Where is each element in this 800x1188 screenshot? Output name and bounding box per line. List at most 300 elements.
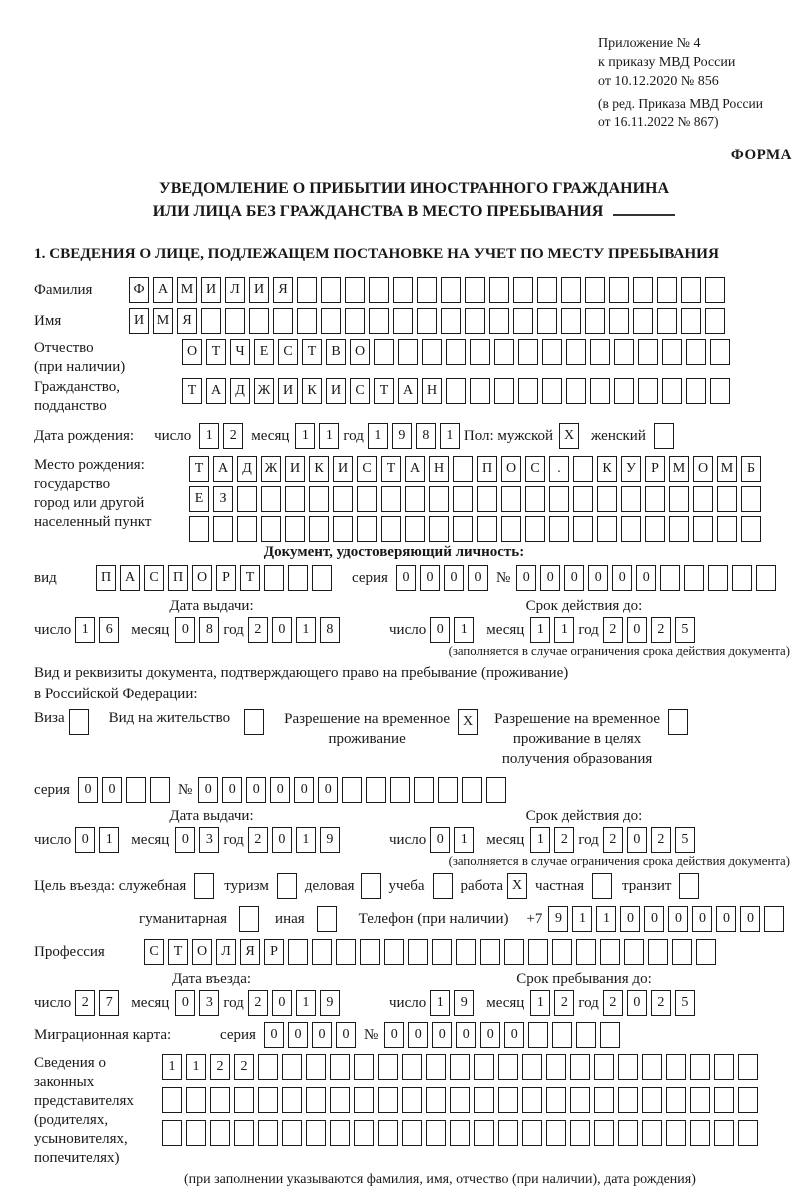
form-cell[interactable]: Т [182, 378, 202, 404]
form-cell[interactable] [590, 339, 610, 365]
form-cell[interactable] [537, 277, 557, 303]
form-cell[interactable]: Ч [230, 339, 250, 365]
form-cell[interactable] [244, 709, 264, 735]
form-cell[interactable] [705, 277, 725, 303]
form-cell[interactable]: 0 [336, 1022, 356, 1048]
form-cell[interactable]: 1 [440, 423, 460, 449]
form-cell[interactable]: 5 [675, 827, 695, 853]
form-cell[interactable] [666, 1087, 686, 1113]
form-cell[interactable] [618, 1054, 638, 1080]
form-cell[interactable] [657, 277, 677, 303]
form-cell[interactable]: 0 [644, 906, 664, 932]
form-cell[interactable]: М [153, 308, 173, 334]
form-cell[interactable]: 0 [175, 617, 195, 643]
form-cell[interactable] [552, 1022, 572, 1048]
form-cell[interactable]: 0 [270, 777, 290, 803]
form-cell[interactable] [408, 939, 428, 965]
form-cell[interactable] [261, 516, 281, 542]
form-cell[interactable]: А [398, 378, 418, 404]
form-cell[interactable] [282, 1054, 302, 1080]
form-cell[interactable]: К [302, 378, 322, 404]
form-cell[interactable]: 2 [210, 1054, 230, 1080]
form-cell[interactable] [162, 1120, 182, 1146]
form-cell[interactable]: 0 [516, 565, 536, 591]
form-cell[interactable] [390, 777, 410, 803]
form-cell[interactable]: И [326, 378, 346, 404]
form-cell[interactable] [378, 1120, 398, 1146]
form-cell[interactable]: С [525, 456, 545, 482]
form-cell[interactable] [645, 486, 665, 512]
form-cell[interactable] [186, 1120, 206, 1146]
form-cell[interactable]: 2 [603, 990, 623, 1016]
form-cell[interactable]: 8 [320, 617, 340, 643]
form-cell[interactable] [69, 709, 89, 735]
form-cell[interactable]: 2 [603, 827, 623, 853]
form-cell[interactable] [345, 308, 365, 334]
form-cell[interactable]: 1 [199, 423, 219, 449]
form-cell[interactable]: 1 [295, 423, 315, 449]
form-cell[interactable]: 0 [480, 1022, 500, 1048]
form-cell[interactable]: 1 [530, 990, 550, 1016]
form-cell[interactable] [657, 308, 677, 334]
form-cell[interactable]: 0 [175, 827, 195, 853]
form-cell[interactable] [714, 1054, 734, 1080]
form-cell[interactable] [210, 1120, 230, 1146]
form-cell[interactable] [618, 1120, 638, 1146]
form-cell[interactable] [549, 516, 569, 542]
form-cell[interactable] [285, 486, 305, 512]
form-cell[interactable]: С [350, 378, 370, 404]
form-cell[interactable] [194, 873, 214, 899]
form-cell[interactable] [714, 1120, 734, 1146]
form-cell[interactable]: 1 [296, 617, 316, 643]
form-cell[interactable] [672, 939, 692, 965]
form-cell[interactable] [681, 277, 701, 303]
form-cell[interactable]: 1 [572, 906, 592, 932]
form-cell[interactable]: К [597, 456, 617, 482]
form-cell[interactable]: 0 [627, 990, 647, 1016]
form-cell[interactable] [570, 1120, 590, 1146]
form-cell[interactable] [561, 277, 581, 303]
form-cell[interactable] [369, 308, 389, 334]
form-cell[interactable] [477, 516, 497, 542]
form-cell[interactable] [738, 1120, 758, 1146]
form-cell[interactable] [441, 277, 461, 303]
form-cell[interactable]: Т [168, 939, 188, 965]
form-cell[interactable]: Н [429, 456, 449, 482]
form-cell[interactable]: Л [225, 277, 245, 303]
form-cell[interactable] [666, 1054, 686, 1080]
form-cell[interactable] [453, 486, 473, 512]
form-cell[interactable]: Ж [261, 456, 281, 482]
form-cell[interactable] [660, 565, 680, 591]
form-cell[interactable]: 1 [454, 827, 474, 853]
form-cell[interactable] [239, 906, 259, 932]
form-cell[interactable] [354, 1087, 374, 1113]
form-cell[interactable] [600, 1022, 620, 1048]
form-cell[interactable]: Я [240, 939, 260, 965]
form-cell[interactable]: 0 [198, 777, 218, 803]
form-cell[interactable] [186, 1087, 206, 1113]
form-cell[interactable]: В [326, 339, 346, 365]
form-cell[interactable] [522, 1120, 542, 1146]
form-cell[interactable] [446, 378, 466, 404]
form-cell[interactable] [498, 1054, 518, 1080]
form-cell[interactable] [741, 516, 761, 542]
form-cell[interactable] [717, 516, 737, 542]
form-cell[interactable]: 1 [530, 617, 550, 643]
form-cell[interactable]: 1 [162, 1054, 182, 1080]
form-cell[interactable]: 1 [368, 423, 388, 449]
form-cell[interactable] [321, 308, 341, 334]
form-cell[interactable] [570, 1054, 590, 1080]
form-cell[interactable] [330, 1120, 350, 1146]
form-cell[interactable] [450, 1087, 470, 1113]
form-cell[interactable]: 2 [603, 617, 623, 643]
form-cell[interactable]: 9 [392, 423, 412, 449]
form-cell[interactable] [234, 1087, 254, 1113]
form-cell[interactable] [312, 939, 332, 965]
form-cell[interactable] [450, 1054, 470, 1080]
form-cell[interactable] [360, 939, 380, 965]
form-cell[interactable]: 0 [692, 906, 712, 932]
form-cell[interactable]: . [549, 456, 569, 482]
form-cell[interactable]: 6 [99, 617, 119, 643]
form-cell[interactable] [666, 1120, 686, 1146]
form-cell[interactable] [669, 516, 689, 542]
form-cell[interactable]: 0 [272, 827, 292, 853]
form-cell[interactable]: 0 [222, 777, 242, 803]
form-cell[interactable] [426, 1120, 446, 1146]
form-cell[interactable]: З [213, 486, 233, 512]
form-cell[interactable] [756, 565, 776, 591]
form-cell[interactable] [705, 308, 725, 334]
form-cell[interactable]: 0 [78, 777, 98, 803]
form-cell[interactable] [764, 906, 784, 932]
form-cell[interactable] [621, 516, 641, 542]
form-cell[interactable] [662, 378, 682, 404]
form-cell[interactable]: Т [374, 378, 394, 404]
form-cell[interactable] [494, 339, 514, 365]
form-cell[interactable]: Т [240, 565, 260, 591]
form-cell[interactable] [426, 1054, 446, 1080]
form-cell[interactable]: 0 [272, 617, 292, 643]
form-cell[interactable] [597, 516, 617, 542]
form-cell[interactable] [336, 939, 356, 965]
form-cell[interactable] [690, 1087, 710, 1113]
form-cell[interactable] [624, 939, 644, 965]
form-cell[interactable]: 0 [564, 565, 584, 591]
form-cell[interactable]: 0 [264, 1022, 284, 1048]
form-cell[interactable]: 2 [651, 827, 671, 853]
form-cell[interactable]: Р [645, 456, 665, 482]
form-cell[interactable] [518, 378, 538, 404]
form-cell[interactable]: О [501, 456, 521, 482]
form-cell[interactable] [614, 339, 634, 365]
form-cell[interactable] [480, 939, 500, 965]
form-cell[interactable]: А [213, 456, 233, 482]
form-cell[interactable]: 0 [588, 565, 608, 591]
form-cell[interactable]: 2 [554, 827, 574, 853]
form-cell[interactable]: 0 [504, 1022, 524, 1048]
form-cell[interactable] [594, 1120, 614, 1146]
form-cell[interactable]: 0 [612, 565, 632, 591]
form-cell[interactable] [518, 339, 538, 365]
form-cell[interactable]: 1 [296, 827, 316, 853]
form-cell[interactable]: И [201, 277, 221, 303]
form-cell[interactable] [450, 1120, 470, 1146]
form-cell[interactable] [552, 939, 572, 965]
form-cell[interactable] [710, 378, 730, 404]
form-cell[interactable] [258, 1087, 278, 1113]
form-cell[interactable] [590, 378, 610, 404]
form-cell[interactable]: П [477, 456, 497, 482]
form-cell[interactable] [642, 1054, 662, 1080]
form-cell[interactable] [542, 378, 562, 404]
form-cell[interactable]: 0 [430, 617, 450, 643]
form-cell[interactable] [501, 516, 521, 542]
form-cell[interactable] [381, 486, 401, 512]
form-cell[interactable] [357, 486, 377, 512]
form-cell[interactable] [594, 1054, 614, 1080]
form-cell[interactable] [357, 516, 377, 542]
form-cell[interactable]: 0 [318, 777, 338, 803]
form-cell[interactable]: М [717, 456, 737, 482]
form-cell[interactable]: 9 [454, 990, 474, 1016]
form-cell[interactable] [477, 486, 497, 512]
form-cell[interactable] [282, 1087, 302, 1113]
form-cell[interactable] [126, 777, 146, 803]
form-cell[interactable]: 8 [416, 423, 436, 449]
form-cell[interactable] [576, 939, 596, 965]
form-cell[interactable]: Т [206, 339, 226, 365]
form-cell[interactable]: 2 [234, 1054, 254, 1080]
form-cell[interactable] [264, 565, 284, 591]
form-cell[interactable]: Е [189, 486, 209, 512]
form-cell[interactable] [381, 516, 401, 542]
form-cell[interactable] [717, 486, 737, 512]
form-cell[interactable] [438, 777, 458, 803]
form-cell[interactable]: 8 [199, 617, 219, 643]
form-cell[interactable] [679, 873, 699, 899]
form-cell[interactable]: 0 [668, 906, 688, 932]
form-cell[interactable] [345, 277, 365, 303]
form-cell[interactable] [597, 486, 617, 512]
form-cell[interactable]: 0 [627, 617, 647, 643]
form-cell[interactable] [618, 1087, 638, 1113]
form-cell[interactable] [417, 277, 437, 303]
form-cell[interactable] [201, 308, 221, 334]
form-cell[interactable]: 0 [294, 777, 314, 803]
form-cell[interactable] [570, 1087, 590, 1113]
form-cell[interactable] [213, 516, 233, 542]
form-cell[interactable]: 0 [288, 1022, 308, 1048]
form-cell[interactable] [249, 308, 269, 334]
form-cell[interactable] [690, 1120, 710, 1146]
form-cell[interactable] [402, 1120, 422, 1146]
form-cell[interactable]: О [693, 456, 713, 482]
form-cell[interactable] [150, 777, 170, 803]
form-cell[interactable] [441, 308, 461, 334]
form-cell[interactable] [426, 1087, 446, 1113]
form-cell[interactable] [417, 308, 437, 334]
form-cell[interactable] [693, 516, 713, 542]
form-cell[interactable] [585, 308, 605, 334]
form-cell[interactable]: 2 [248, 990, 268, 1016]
form-cell[interactable] [696, 939, 716, 965]
form-cell[interactable] [573, 516, 593, 542]
form-cell[interactable] [393, 277, 413, 303]
form-cell[interactable]: О [192, 565, 212, 591]
form-cell[interactable] [738, 1087, 758, 1113]
form-cell[interactable] [162, 1087, 182, 1113]
form-cell[interactable]: С [144, 565, 164, 591]
form-cell[interactable] [621, 486, 641, 512]
form-cell[interactable] [210, 1087, 230, 1113]
form-cell[interactable] [234, 1120, 254, 1146]
form-cell[interactable]: X [559, 423, 579, 449]
form-cell[interactable]: 0 [175, 990, 195, 1016]
form-cell[interactable] [405, 516, 425, 542]
form-cell[interactable] [690, 1054, 710, 1080]
form-cell[interactable]: Е [254, 339, 274, 365]
form-cell[interactable] [237, 516, 257, 542]
form-cell[interactable] [714, 1087, 734, 1113]
form-cell[interactable] [573, 486, 593, 512]
form-cell[interactable] [741, 486, 761, 512]
form-cell[interactable]: 9 [320, 990, 340, 1016]
form-cell[interactable]: И [333, 456, 353, 482]
form-cell[interactable] [609, 277, 629, 303]
form-cell[interactable] [474, 1120, 494, 1146]
form-cell[interactable]: А [153, 277, 173, 303]
form-cell[interactable]: 2 [651, 990, 671, 1016]
form-cell[interactable] [710, 339, 730, 365]
form-cell[interactable] [566, 339, 586, 365]
form-cell[interactable]: X [458, 709, 478, 735]
form-cell[interactable] [237, 486, 257, 512]
form-cell[interactable] [561, 308, 581, 334]
form-cell[interactable] [414, 777, 434, 803]
form-cell[interactable] [333, 516, 353, 542]
form-cell[interactable] [566, 378, 586, 404]
form-cell[interactable] [288, 939, 308, 965]
form-cell[interactable]: 2 [248, 617, 268, 643]
form-cell[interactable]: А [405, 456, 425, 482]
form-cell[interactable]: 0 [408, 1022, 428, 1048]
form-cell[interactable] [513, 308, 533, 334]
form-cell[interactable]: 0 [636, 565, 656, 591]
form-cell[interactable] [669, 486, 689, 512]
form-cell[interactable]: 0 [246, 777, 266, 803]
form-cell[interactable]: 3 [199, 827, 219, 853]
form-cell[interactable]: 9 [320, 827, 340, 853]
form-cell[interactable] [333, 486, 353, 512]
form-cell[interactable] [549, 486, 569, 512]
form-cell[interactable] [645, 516, 665, 542]
form-cell[interactable] [638, 378, 658, 404]
form-cell[interactable] [378, 1087, 398, 1113]
form-cell[interactable] [609, 308, 629, 334]
form-cell[interactable] [474, 1087, 494, 1113]
form-cell[interactable] [306, 1120, 326, 1146]
form-cell[interactable]: 0 [384, 1022, 404, 1048]
form-cell[interactable]: 0 [396, 565, 416, 591]
form-cell[interactable] [465, 308, 485, 334]
form-cell[interactable] [614, 378, 634, 404]
form-cell[interactable]: 1 [186, 1054, 206, 1080]
form-cell[interactable] [225, 308, 245, 334]
form-cell[interactable]: Б [741, 456, 761, 482]
form-cell[interactable]: М [669, 456, 689, 482]
form-cell[interactable] [525, 486, 545, 512]
form-cell[interactable] [402, 1087, 422, 1113]
form-cell[interactable]: А [120, 565, 140, 591]
form-cell[interactable] [361, 873, 381, 899]
form-cell[interactable] [317, 906, 337, 932]
form-cell[interactable] [309, 516, 329, 542]
form-cell[interactable]: 0 [430, 827, 450, 853]
form-cell[interactable] [429, 486, 449, 512]
form-cell[interactable]: А [206, 378, 226, 404]
form-cell[interactable]: К [309, 456, 329, 482]
form-cell[interactable] [429, 516, 449, 542]
form-cell[interactable] [522, 1054, 542, 1080]
form-cell[interactable] [732, 565, 752, 591]
form-cell[interactable] [546, 1054, 566, 1080]
form-cell[interactable] [398, 339, 418, 365]
form-cell[interactable]: И [278, 378, 298, 404]
form-cell[interactable]: 2 [223, 423, 243, 449]
form-cell[interactable] [297, 308, 317, 334]
form-cell[interactable] [378, 1054, 398, 1080]
form-cell[interactable] [648, 939, 668, 965]
form-cell[interactable] [513, 277, 533, 303]
form-cell[interactable]: 3 [199, 990, 219, 1016]
form-cell[interactable] [354, 1054, 374, 1080]
form-cell[interactable] [446, 339, 466, 365]
form-cell[interactable]: 1 [430, 990, 450, 1016]
form-cell[interactable] [369, 277, 389, 303]
form-cell[interactable]: 0 [468, 565, 488, 591]
form-cell[interactable]: С [357, 456, 377, 482]
form-cell[interactable] [642, 1120, 662, 1146]
form-cell[interactable] [693, 486, 713, 512]
form-cell[interactable] [686, 378, 706, 404]
form-cell[interactable] [594, 1087, 614, 1113]
form-cell[interactable]: О [350, 339, 370, 365]
form-cell[interactable]: 7 [99, 990, 119, 1016]
form-cell[interactable] [576, 1022, 596, 1048]
form-cell[interactable]: 0 [716, 906, 736, 932]
form-cell[interactable]: 0 [102, 777, 122, 803]
form-cell[interactable]: Я [177, 308, 197, 334]
form-cell[interactable] [456, 939, 476, 965]
form-cell[interactable]: 5 [675, 990, 695, 1016]
form-cell[interactable] [708, 565, 728, 591]
form-cell[interactable] [681, 308, 701, 334]
form-cell[interactable] [277, 873, 297, 899]
form-cell[interactable]: 0 [420, 565, 440, 591]
form-cell[interactable]: 1 [454, 617, 474, 643]
form-cell[interactable] [402, 1054, 422, 1080]
form-cell[interactable]: И [129, 308, 149, 334]
form-cell[interactable] [638, 339, 658, 365]
form-cell[interactable] [432, 939, 452, 965]
form-cell[interactable] [258, 1120, 278, 1146]
form-cell[interactable]: П [168, 565, 188, 591]
form-cell[interactable]: О [182, 339, 202, 365]
